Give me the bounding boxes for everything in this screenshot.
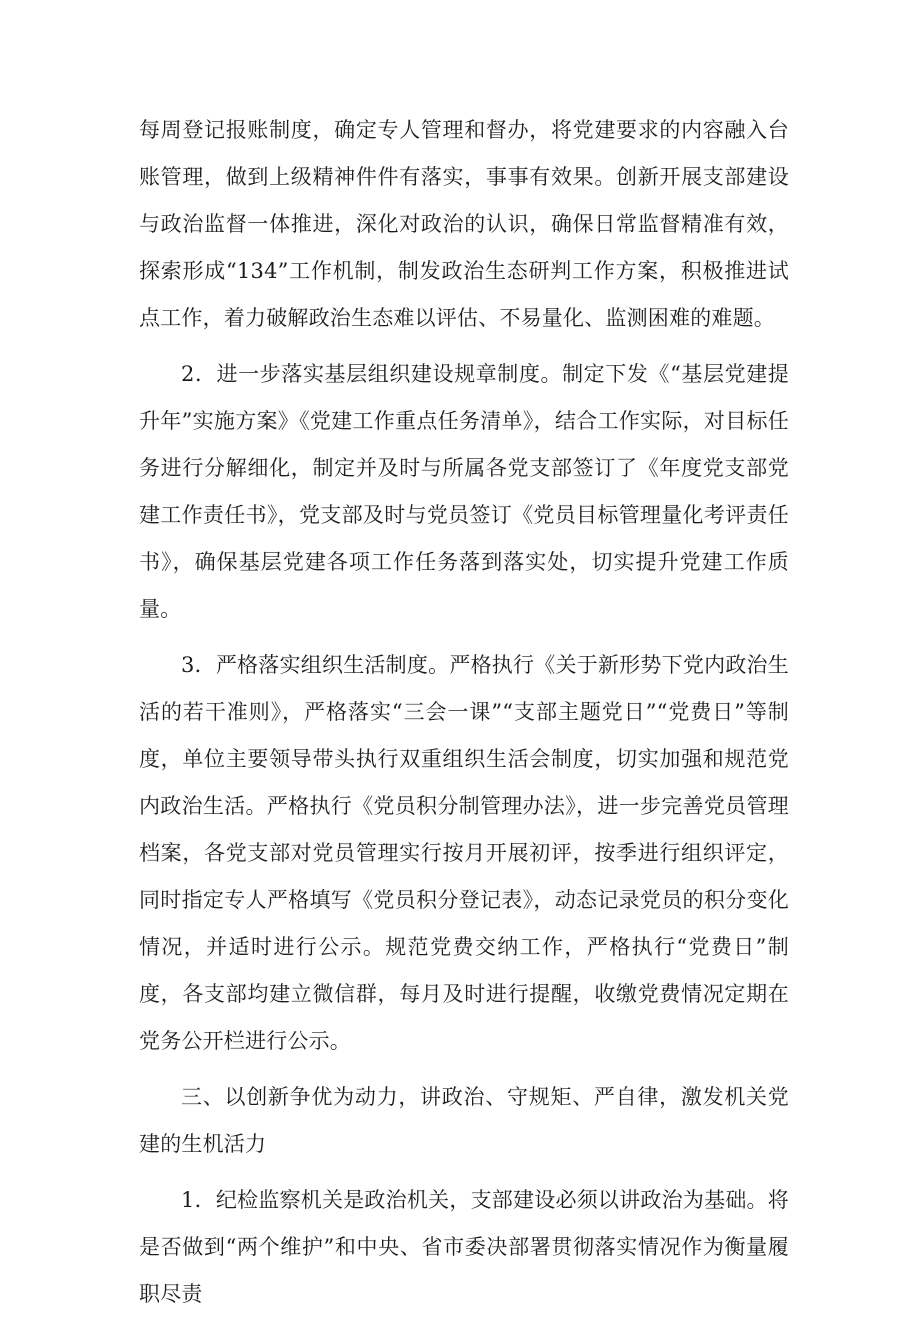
paragraph-item-3-organizational-life: 3．严格落实组织生活制度。严格执行《关于新形势下党内政治生活的若干准则》，严格落实“三会一课”“支部主题党日”“党费日”等制度，单位主要领导带头执行双重组织生活会制度，切实加强和规范党内政治生活。严格执行《党员积分制管理办法》，进一步完善党员管理档案，各党支部对党员管理实行按月开展初评，按季进行组织评定，同时指定专人严格填写《党员积分登记表》，动态记录党员的积分变化情况，并适时进行公示。规范党费交纳工作，严格执行“党费日”制度，各支部均建立微信群，每月及时进行提醒，收缴党费情况定期在党务公开栏进行公示。 [139,653,789,1053]
section-heading-three: 三、以创新争优为动力，讲政治、守规矩、严自律，激发机关党建的生机活力 [139,1085,789,1156]
document-body [139,107,789,1327]
paragraph-item-2-grassroots-organization: 2．进一步落实基层组织建设规章制度。制定下发《“基层党建提升年”实施方案》《党建工作重点任务清单》，结合工作实际，对目标任务进行分解细化，制定并及时与所属各党支部签订了《年度党支部党建工作责任书》，党支部及时与党员签订《党员目标管理量化考评责任书》，确保基层党建各项工作任务落到落实处，切实提升党建工作质量。 [139,362,789,621]
paragraph-continuation: 每周登记报账制度，确定专人管理和督办，将党建要求的内容融入台账管理，做到上级精神件件有落实，事事有效果。创新开展支部建设与政治监督一体推进，深化对政治的认识，确保日常监督精准有效，探索形成“134”工作机制，制发政治生态研判工作方案，积极推进试点工作，着力破解政治生态难以评估、不易量化、监测困难的难题。 [139,118,789,330]
paragraph-item-1-political-organ: 1．纪检监察机关是政治机关，支部建设必须以讲政治为基础。将是否做到“两个维护”和中央、省市委决部署贯彻落实情况作为衡量履职尽责 [139,1188,789,1306]
